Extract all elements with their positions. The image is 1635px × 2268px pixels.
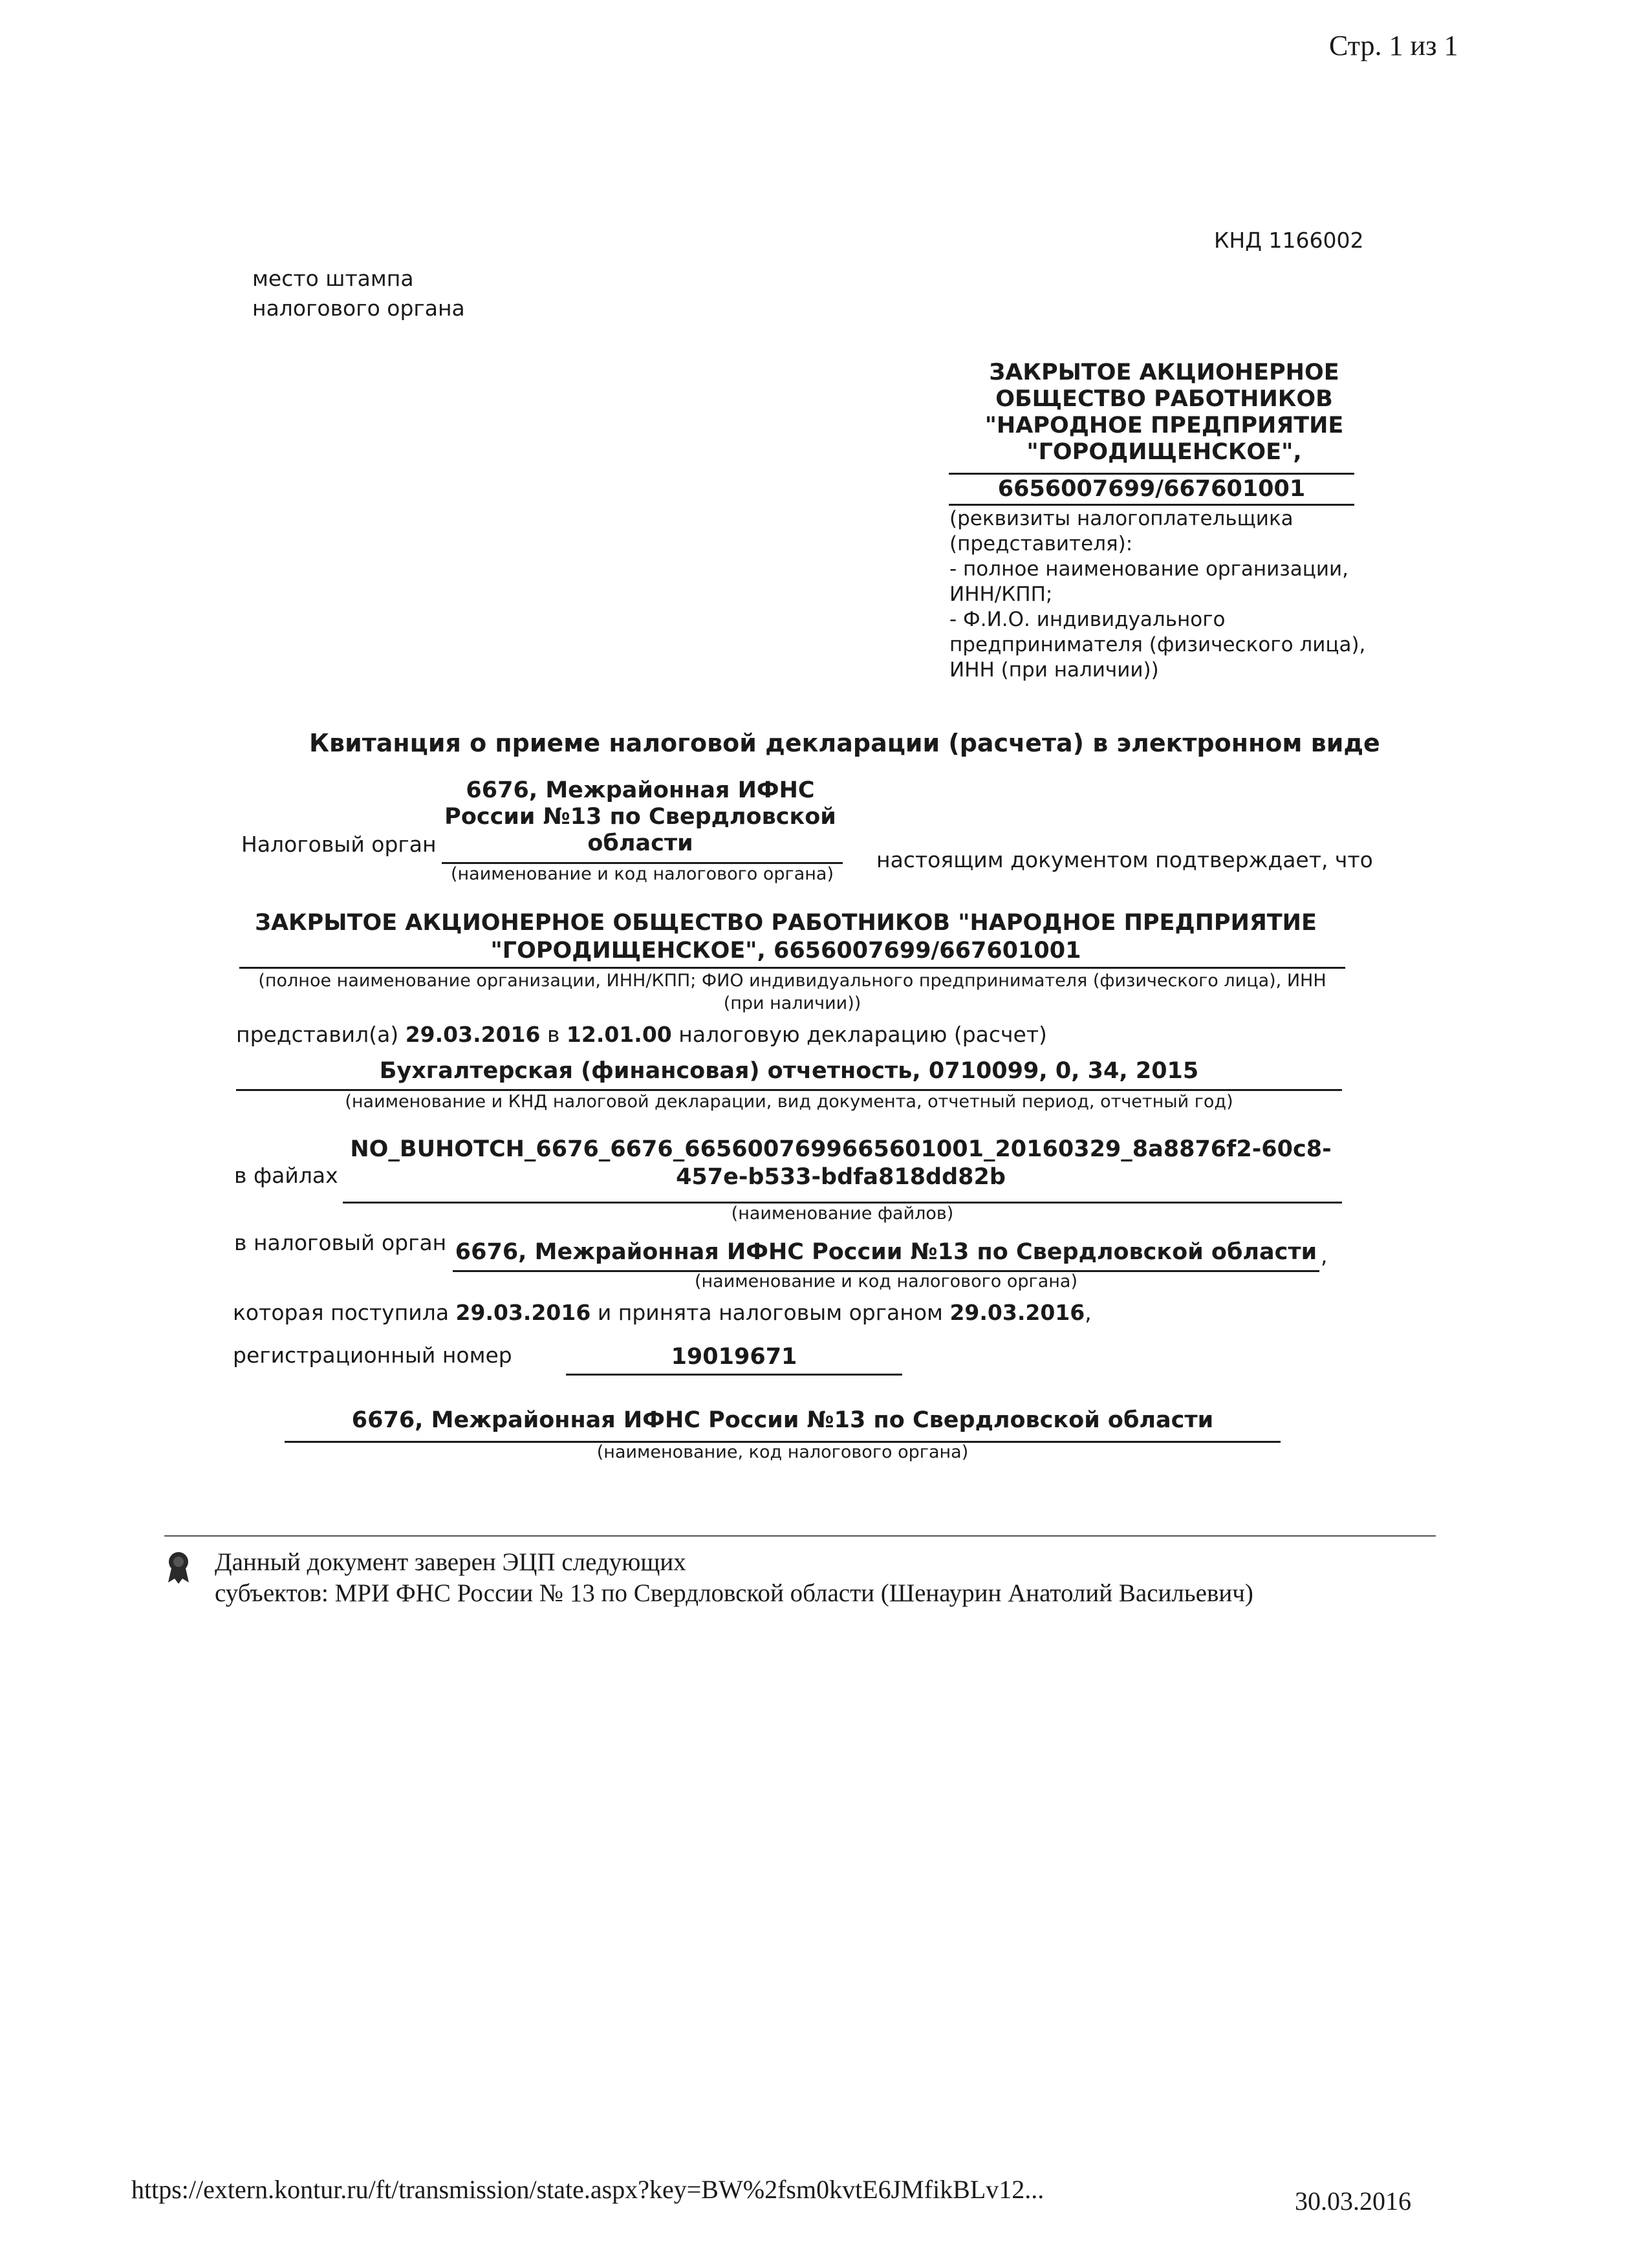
stamp-place-line: налогового органа — [252, 296, 465, 321]
registration-number: 19019671 — [671, 1344, 797, 1370]
confirm-text: настоящим документом подтверждает, что — [876, 847, 1373, 872]
taxpayer-name — [931, 360, 1397, 466]
taxpayer-hint-line: - полное наименование организации, — [949, 557, 1349, 581]
destination-label: в налоговый орган — [234, 1230, 447, 1255]
taxpayer-hint — [949, 506, 1365, 683]
taxpayer-name-underline — [949, 473, 1354, 475]
taxpayer-hint-line: - Ф.И.О. индивидуального — [949, 608, 1226, 631]
destination-comma: , — [1321, 1243, 1328, 1268]
submission-time: 12.01.00 — [566, 1022, 672, 1047]
signature-note-line1: Данный документ заверен ЭЦП следующих — [215, 1548, 686, 1576]
stamp-place — [252, 264, 465, 323]
submission-prefix: представил(а) — [236, 1022, 399, 1047]
submission-suffix: налоговую декларацию (расчет) — [678, 1022, 1047, 1047]
files-line: 457e-b533-bdfa818dd82b — [676, 1164, 1006, 1190]
footer-url: https://extern.kontur.ru/ft/transmission/state.aspx?key=BW%2fsm0kvtE6JMfikBLv12... — [131, 2175, 1045, 2204]
declaration-hint: (наименование и КНД налоговой декларации, вид документа, отчетный период, отчетный год) — [345, 1092, 1233, 1112]
taxpayer-name-line: ОБЩЕСТВО РАБОТНИКОВ — [995, 386, 1333, 412]
organization-hint-line: (при наличии)) — [723, 993, 861, 1013]
signature-note-line2: субъектов: МРИ ФНС России № 13 по Свердловской области (Шенаурин Анатолий Васильевич) — [215, 1579, 1253, 1607]
declaration-value: Бухгалтерская (финансовая) отчетность, 0710099, 0, 34, 2015 — [379, 1058, 1199, 1084]
destination-value: 6676, Межрайонная ИФНС России №13 по Свердловской области — [455, 1239, 1317, 1265]
received-middle: и принята налоговым органом — [597, 1300, 943, 1325]
signature-note — [215, 1547, 1253, 1609]
organization-hint-line: (полное наименование организации, ИНН/КПП; ФИО индивидуального предпринимателя (физического лица), ИНН — [258, 971, 1326, 991]
tax-authority-value — [427, 777, 854, 857]
taxpayer-hint-line: (реквизиты налогоплательщика — [949, 507, 1294, 530]
taxpayer-hint-line: (представителя): — [949, 532, 1133, 556]
taxpayer-hint-line: ИНН/КПП; — [949, 583, 1053, 606]
organization-line: ЗАКРЫТОЕ АКЦИОНЕРНОЕ ОБЩЕСТВО РАБОТНИКОВ "НАРОДНОЕ ПРЕДПРИЯТИЕ — [255, 910, 1317, 936]
tax-authority-line: России №13 по Свердловской — [444, 804, 836, 830]
knd-code: КНД 1166002 — [1214, 228, 1364, 253]
taxpayer-hint-line: ИНН (при наличии)) — [949, 658, 1159, 682]
organization-hint — [239, 969, 1345, 1015]
received-comma: , — [1085, 1300, 1092, 1325]
registration-label: регистрационный номер — [233, 1343, 512, 1368]
signatory-value: 6676, Межрайонная ИФНС России №13 по Свердловской области — [351, 1407, 1214, 1433]
submission-date: 29.03.2016 — [405, 1022, 541, 1047]
taxpayer-inn-underline — [949, 504, 1354, 506]
submission-in: в — [547, 1022, 560, 1047]
separator-line — [164, 1535, 1436, 1537]
tax-authority-line: области — [587, 830, 693, 856]
tax-authority-label: Налоговый орган — [241, 832, 437, 857]
registration-underline — [566, 1374, 902, 1376]
submission-line — [236, 1022, 1047, 1047]
organization-underline — [239, 967, 1345, 969]
seal-icon — [166, 1550, 191, 1584]
taxpayer-name-line: "ГОРОДИЩЕНСКОЕ", — [1026, 439, 1302, 465]
files-label: в файлах — [234, 1163, 338, 1188]
taxpayer-hint-line: предпринимателя (физического лица), — [949, 633, 1366, 656]
received-prefix: которая поступила — [233, 1300, 449, 1325]
received-date: 29.03.2016 — [455, 1300, 591, 1325]
taxpayer-inn-kpp: 6656007699/667601001 — [997, 476, 1306, 502]
declaration-underline — [236, 1089, 1342, 1091]
signatory-hint: (наименование, код налогового органа) — [596, 1442, 969, 1462]
footer-date: 30.03.2016 — [1295, 2187, 1411, 2216]
files-hint: (наименование файлов) — [731, 1204, 954, 1224]
taxpayer-name-line: "НАРОДНОЕ ПРЕДПРИЯТИЕ — [984, 413, 1344, 438]
tax-authority-hint: (наименование и код налогового органа) — [450, 864, 834, 884]
tax-authority-line: 6676, Межрайонная ИФНС — [466, 777, 815, 803]
document-title: Квитанция о приеме налоговой декларации (расчета) в электронном виде — [309, 729, 1380, 757]
stamp-place-line: место штампа — [252, 266, 414, 291]
organization-line: "ГОРОДИЩЕНСКОЕ", 6656007699/667601001 — [490, 938, 1081, 964]
taxpayer-name-line: ЗАКРЫТОЕ АКЦИОНЕРНОЕ — [989, 360, 1339, 385]
organization-value — [239, 909, 1332, 965]
files-line: NO_BUHOTCH_6676_6676_6656007699665601001_20160329_8a8876f2-60c8- — [350, 1136, 1332, 1162]
received-line — [233, 1300, 1092, 1325]
files-value — [343, 1136, 1339, 1191]
destination-hint: (наименование и код налогового органа) — [694, 1271, 1077, 1291]
page-counter: Стр. 1 из 1 — [1329, 30, 1458, 61]
accepted-date: 29.03.2016 — [949, 1300, 1085, 1325]
